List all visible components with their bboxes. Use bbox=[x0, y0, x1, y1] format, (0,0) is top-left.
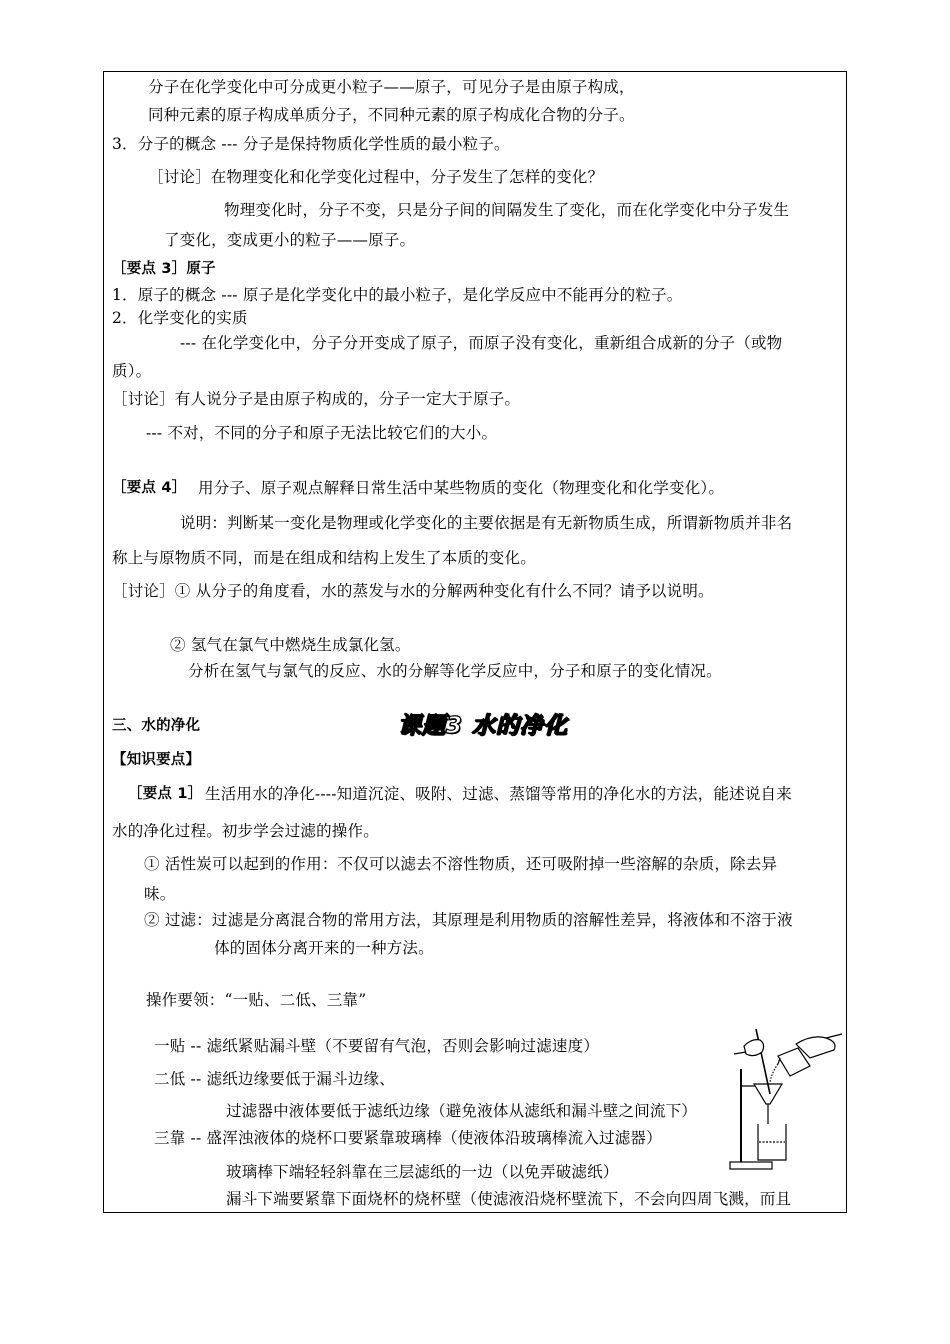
text-line: --- 在化学变化中，分子分开变成了原子，而原子没有变化，重新组合成新的分子（或物 bbox=[180, 334, 783, 352]
text-line: 说明：判断某一变化是物理或化学变化的主要依据是有无新物质生成，所谓新物质并非名 bbox=[180, 514, 793, 532]
text-line: 称上与原物质不同，而是在组成和结构上发生了本质的变化。 bbox=[112, 549, 536, 567]
text-line: 三靠 -- 盛浑浊液体的烧杯口要紧靠玻璃棒（使液体沿玻璃棒流入过滤器） bbox=[154, 1129, 662, 1147]
text-line: ① 活性炭可以起到的作用：不仅可以滤去不溶性物质，还可吸附掉一些溶解的杂质，除去异 bbox=[144, 855, 778, 873]
discussion-line: ［讨论］① 从分子的角度看，水的蒸发与水的分解两种变化有什么不同？请予以说明。 bbox=[112, 582, 714, 600]
text-line: 体的固体分离开来的一种方法。 bbox=[214, 939, 434, 957]
text-line: --- 不对，不同的分子和原子无法比较它们的大小。 bbox=[146, 424, 498, 442]
text-line: 用分子、原子观点解释日常生活中某些物质的变化（物理变化和化学变化）。 bbox=[198, 479, 725, 497]
text-line: 分子在化学变化中可分成更小粒子——原子，可见分子是由原子构成， bbox=[148, 78, 635, 96]
section-heading: 【知识要点】 bbox=[112, 752, 201, 768]
text-line: 一贴 -- 滤纸紧贴漏斗壁（不要留有气泡，否则会影响过滤速度） bbox=[154, 1037, 600, 1055]
text-line: 漏斗下端要紧靠下面烧杯的烧杯壁（使滤液沿烧杯壁流下，不会向四周飞溅，而且 bbox=[226, 1190, 792, 1208]
text-line: 生活用水的净化----知道沉淀、吸附、过滤、蒸馏等常用的净化水的方法，能述说自来 bbox=[205, 785, 792, 803]
section-heading: ［要点 3］原子 bbox=[112, 261, 216, 277]
chapter-heading: 三、水的净化 bbox=[112, 718, 201, 734]
discussion-line: ［讨论］有人说分子是由原子构成的，分子一定大于原子。 bbox=[112, 390, 521, 408]
filtration-apparatus-illustration bbox=[726, 1024, 844, 1174]
text-line: 玻璃棒下端轻轻斜靠在三层滤纸的一边（以免弄破滤纸） bbox=[226, 1163, 619, 1181]
section-heading: ［要点 1］ bbox=[128, 786, 203, 802]
text-line: 了变化，变成更小的粒子——原子。 bbox=[164, 231, 416, 249]
text-line: 操作要领：“一贴、二低、三靠” bbox=[146, 991, 367, 1009]
discussion-line: ［讨论］在物理变化和化学变化过程中，分子发生了怎样的变化？ bbox=[148, 168, 604, 186]
text-line: 分析在氢气与氯气的反应、水的分解等化学反应中，分子和原子的变化情况。 bbox=[188, 662, 722, 680]
lesson-title: 课题3 水的净化 bbox=[398, 713, 569, 739]
text-line: 质）。 bbox=[112, 362, 152, 380]
text-line: ② 过滤：过滤是分离混合物的常用方法，其原理是利用物质的溶解性差异，将液体和不溶于液 bbox=[144, 911, 793, 929]
text-line: 二低 -- 滤纸边缘要低于漏斗边缘、 bbox=[154, 1070, 395, 1088]
text-line: 2．化学变化的实质 bbox=[112, 309, 248, 327]
text-line: ② 氢气在氯气中燃烧生成氯化氢。 bbox=[170, 636, 411, 654]
text-line: 水的净化过程。初步学会过滤的操作。 bbox=[112, 822, 379, 840]
text-line: 3．分子的概念 --- 分子是保持物质化学性质的最小粒子。 bbox=[112, 135, 510, 153]
text-line: 味。 bbox=[144, 885, 176, 903]
section-heading: ［要点 4］ bbox=[112, 480, 187, 496]
text-line: 过滤器中液体要低于滤纸边缘（避免液体从滤纸和漏斗壁之间流下） bbox=[226, 1102, 698, 1120]
text-line: 物理变化时，分子不变，只是分子间的间隔发生了变化，而在化学变化中分子发生 bbox=[224, 201, 790, 219]
text-line: 1．原子的概念 --- 原子是化学变化中的最小粒子，是化学反应中不能再分的粒子。 bbox=[112, 286, 683, 304]
text-line: 同种元素的原子构成单质分子，不同种元素的原子构成化合物的分子。 bbox=[148, 106, 635, 124]
